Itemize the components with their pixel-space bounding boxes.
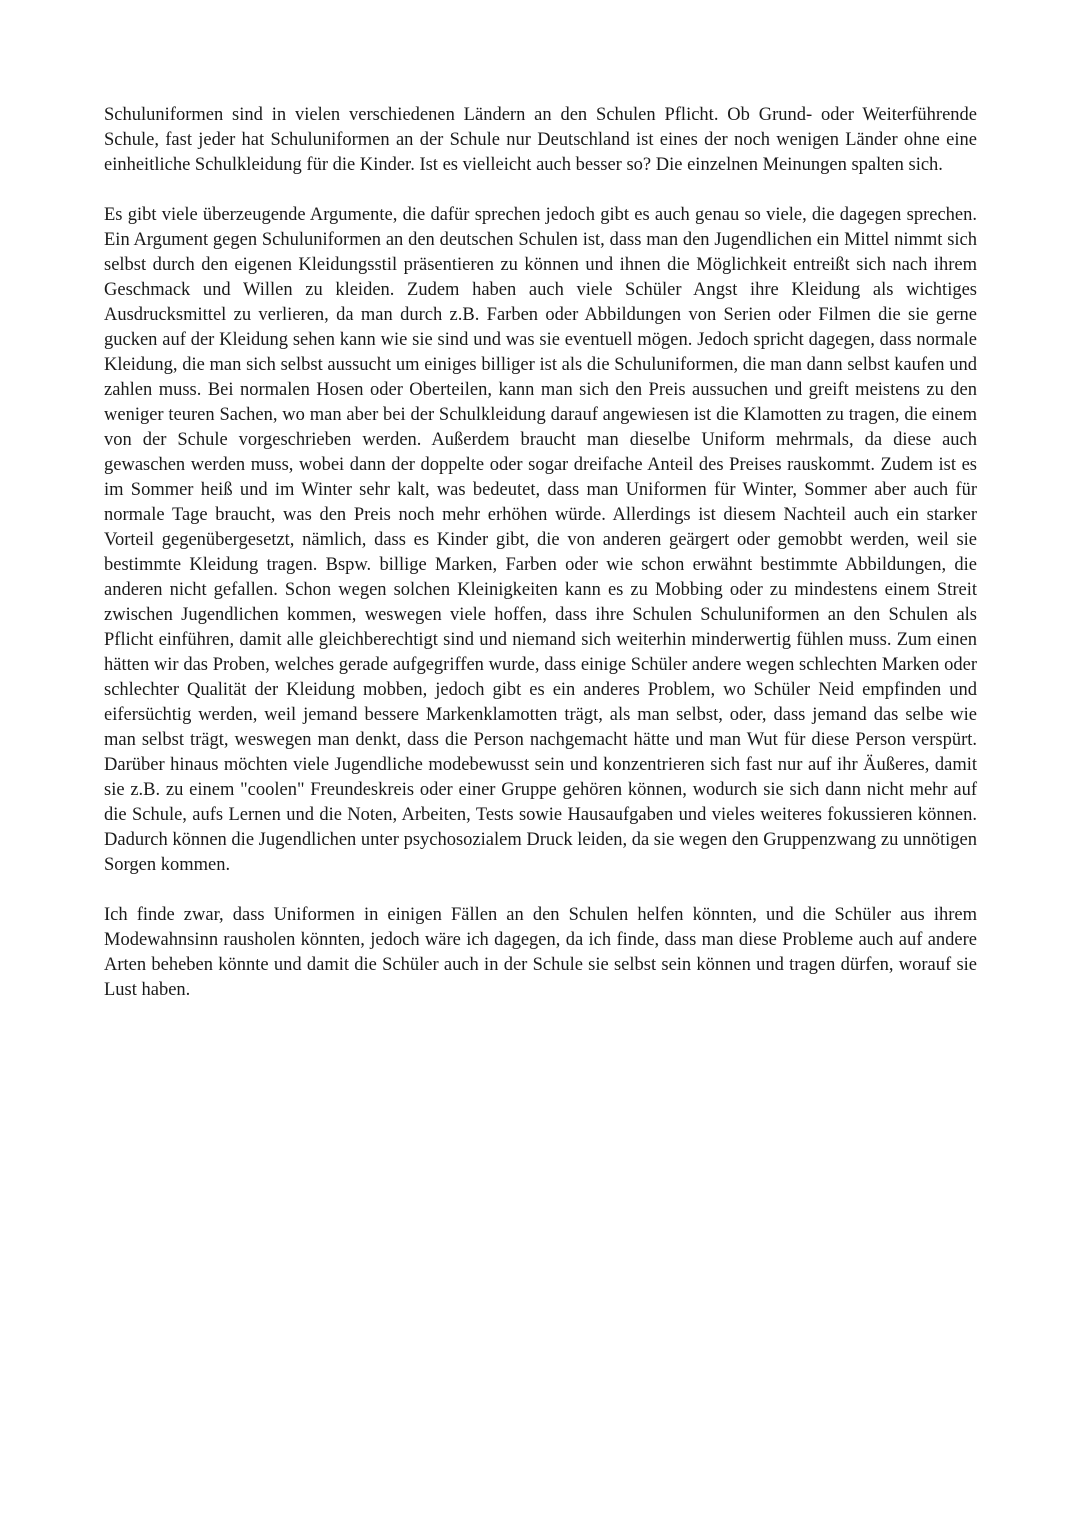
paragraph-introduction: Schuluniformen sind in vielen verschiedenen Ländern an den Schulen Pflicht. Ob Grund- oder Weiterführende Schule, fast jeder hat Schuluniformen an der Schule nur Deutschland ist eines der noch wenigen Länder ohne eine einheitliche Schulkleidung für die Kinder. Ist es vielleicht auch besser so? Die einzelnen Meinungen spalten sich. bbox=[104, 105, 977, 175]
paragraph-arguments: Es gibt viele überzeugende Argumente, die dafür sprechen jedoch gibt es auch genau so viele, die dagegen sprechen. Ein Argument gegen Schuluniformen an den deutschen Schulen ist, dass man den Jugendlichen ein Mittel nimmt sich selbst durch den eigenen Kleidungsstil präsentieren zu können und ihnen die Möglichkeit entreißt sich nach ihrem Geschmack und Willen zu kleiden. Zudem haben auch viele Schüler Angst ihre Kleidung als wichtiges Ausdrucksmittel zu verlieren, da man durch z.B. Farben oder Abbildungen von Serien oder Filmen die sie gerne gucken auf der Kleidung sehen kann wie sie sind und was sie eventuell mögen. Jedoch spricht dagegen, dass normale Kleidung, die man sich selbst aussucht um einiges billiger ist als die Schuluniformen, die man dann selbst kaufen und zahlen muss. Bei normalen Hosen oder Oberteilen, kann man sich den Preis aussuchen und greift meistens zu den weniger teuren Sachen, wo man aber bei der Schulkleidung darauf angewiesen ist die Klamotten zu tragen, die einem von der Schule vorgeschrieben werden. Außerdem braucht man dieselbe Uniform mehrmals, da diese auch gewaschen werden muss, wobei dann der doppelte oder sogar dreifache Anteil des Preises rauskommt. Zudem ist es im Sommer heiß und im Winter sehr kalt, was bedeutet, dass man Uniformen für Winter, Sommer aber auch für normale Tage braucht, was den Preis noch mehr erhöhen würde. Allerdings ist diesem Nachteil auch ein starker Vorteil gegenübergesetzt, nämlich, dass es Kinder gibt, die von anderen geärgert oder gemobbt werden, weil sie bestimmte Kleidung tragen. Bspw. billige Marken, Farben oder wie schon erwähnt bestimmte Abbildungen, die anderen nicht gefallen. Schon wegen solchen Kleinigkeiten kann es zu Mobbing oder zu mindestens einem Streit zwischen Jugendlichen kommen, weswegen viele hoffen, dass ihre Schulen Schuluniformen an den Schulen als Pflicht einführen, damit alle gleichberechtigt sind und niemand sich weiterhin minderwertig fühlen muss. Zum einen hätten wir das Proben, welches gerade aufgegriffen wurde, dass einige Schüler andere wegen schlechten Marken oder schlechter Qualität der Kleidung mobben, jedoch gibt es ein anderes Problem, wo Schüler Neid empfinden und eifersüchtig werden, weil jemand bessere Markenklamotten trägt, als man selbst, oder, dass jemand das selbe wie man selbst trägt, weswegen man denkt, dass die Person nachgemacht hätte und man Wut für diese Person verspürt. Darüber hinaus möchten viele Jugendliche modebewusst sein und konzentrieren sich fast nur auf ihr Äußeres, damit sie z.B. zu einem "coolen" Freundeskreis oder einer Gruppe gehören können, wodurch sie sich dann nicht mehr auf die Schule, aufs Lernen und die Noten, Arbeiten, Tests sowie Hausaufgaben und vieles weiteres fokussieren können. Dadurch können die Jugendlichen unter psychosozialem Druck leiden, da sie wegen den Gruppenzwang zu unnötigen Sorgen kommen. bbox=[104, 205, 977, 875]
document-page bbox=[104, 103, 977, 1028]
paragraph-conclusion: Ich finde zwar, dass Uniformen in einigen Fällen an den Schulen helfen könnten, und die Schüler aus ihrem Modewahnsinn rausholen könnten, jedoch wäre ich dagegen, da ich finde, dass man diese Probleme auch auf andere Arten beheben könnte und damit die Schüler auch in der Schule sie selbst sein können und tragen dürfen, worauf sie Lust haben. bbox=[104, 905, 977, 1000]
